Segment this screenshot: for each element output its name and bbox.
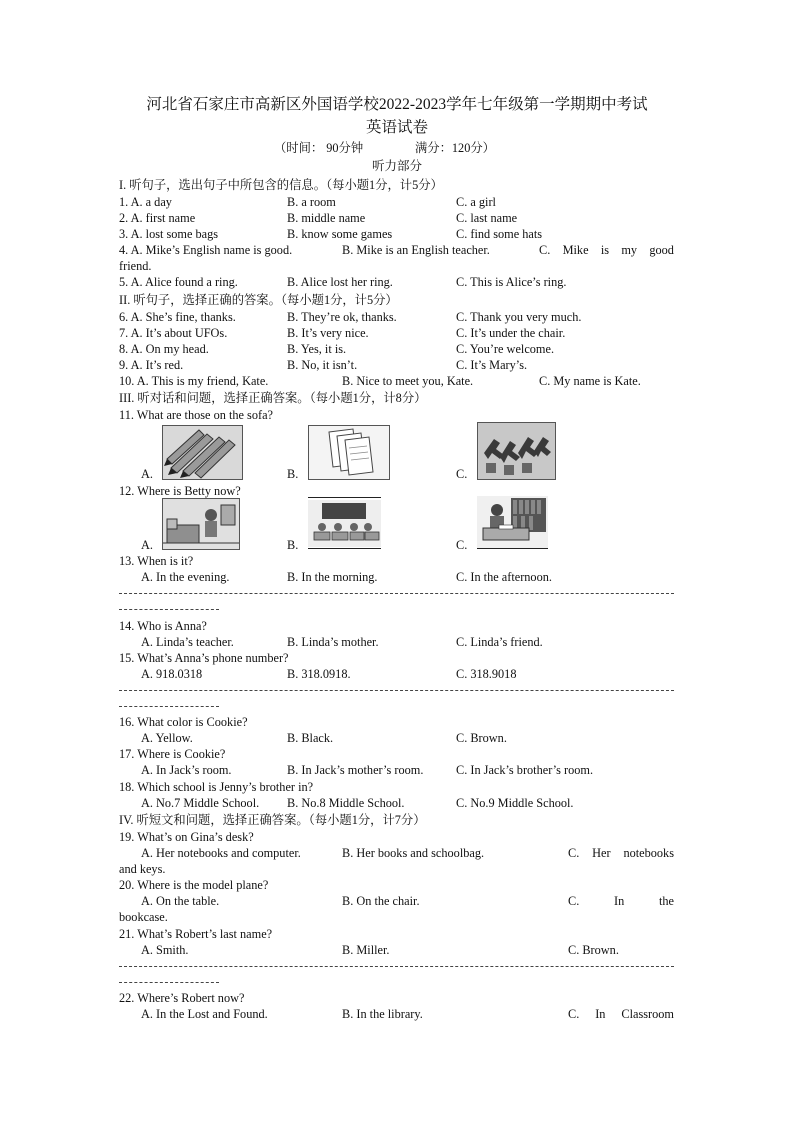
classroom-image bbox=[308, 500, 381, 547]
q22-option-b: B. In the library. bbox=[342, 1007, 423, 1021]
q11-option-a[interactable]: A. bbox=[141, 467, 153, 481]
q20-c-word: the bbox=[658, 894, 674, 908]
q8-option-b: B. Yes, it is. bbox=[287, 342, 347, 356]
q12-option-a[interactable]: A. bbox=[141, 538, 153, 552]
q22-c-word: Classroom bbox=[621, 1007, 674, 1021]
q6-option-a: 6. A. She’s fine, thanks. bbox=[119, 310, 236, 324]
separator-line bbox=[119, 609, 219, 610]
q19-option-b: B. Her books and schoolbag. bbox=[342, 846, 485, 860]
picture-frame-line bbox=[308, 497, 381, 498]
separator-line bbox=[119, 706, 219, 707]
q17-option-c: C. In Jack’s brother’s room. bbox=[456, 763, 594, 777]
q14-option-a: A. Linda’s teacher. bbox=[141, 635, 234, 649]
q19-c-word: C. bbox=[568, 846, 580, 860]
q19-option-c-cont: and keys. bbox=[119, 862, 166, 876]
q4-option-c bbox=[539, 242, 674, 258]
q9-option-b: B. No, it isn’t. bbox=[287, 358, 358, 372]
q16-option-b: B. Black. bbox=[287, 731, 334, 745]
q22-option-a: A. In the Lost and Found. bbox=[141, 1007, 268, 1021]
q13-option-a: A. In the evening. bbox=[141, 570, 230, 584]
q4-option-a: 4. A. Mike’s English name is good. bbox=[119, 243, 293, 257]
q21-option-a: A. Smith. bbox=[141, 943, 189, 957]
q1-option-b: B. a room bbox=[287, 195, 336, 209]
q20-c-word: C. bbox=[568, 894, 580, 908]
exam-score: 满分：120分） bbox=[415, 141, 495, 155]
q1-option-a: 1. A. a day bbox=[119, 195, 172, 209]
part-heading: 听力部分 bbox=[371, 159, 422, 173]
q19-question: 19. What’s on Gina’s desk? bbox=[119, 830, 254, 844]
q12-question: 12. Where is Betty now? bbox=[119, 484, 241, 498]
q7-option-c: C. It’s under the chair. bbox=[456, 326, 566, 340]
keys-image bbox=[477, 422, 556, 480]
q21-question: 21. What’s Robert’s last name? bbox=[119, 927, 273, 941]
q18-question: 18. Which school is Jenny’s brother in? bbox=[119, 780, 314, 794]
exam-subtitle: 英语试卷 bbox=[365, 119, 428, 136]
section-3-heading: III. 听对话和问题，选择正确答案。（每小题1分，计8分） bbox=[119, 391, 427, 405]
q2-option-b: B. middle name bbox=[287, 211, 366, 225]
q4-option-b: B. Mike is an English teacher. bbox=[342, 243, 490, 257]
q4-c-word: is bbox=[600, 243, 610, 257]
exam-time: （时间： 90分钟 bbox=[274, 141, 364, 155]
q13-question: 13. When is it? bbox=[119, 554, 194, 568]
separator-line bbox=[119, 593, 674, 594]
q19-c-word: notebooks bbox=[623, 846, 674, 860]
q20-option-a: A. On the table. bbox=[141, 894, 220, 908]
q15-question: 15. What’s Anna’s phone number? bbox=[119, 651, 289, 665]
q19-option-c bbox=[568, 845, 674, 861]
picture-frame-line bbox=[308, 548, 381, 549]
q6-option-c: C. Thank you very much. bbox=[456, 310, 582, 324]
q21-option-b: B. Miller. bbox=[342, 943, 390, 957]
q3-option-c: C. find some hats bbox=[456, 227, 543, 241]
q14-question: 14. Who is Anna? bbox=[119, 619, 207, 633]
q1-option-c: C. a girl bbox=[456, 195, 496, 209]
q9-option-a: 9. A. It’s red. bbox=[119, 358, 184, 372]
q22-c-word: In bbox=[595, 1007, 606, 1021]
bedroom-image bbox=[162, 498, 240, 550]
q4-option-c-cont: friend. bbox=[119, 259, 152, 273]
q12-option-b[interactable]: B. bbox=[287, 538, 299, 552]
q20-option-c bbox=[568, 893, 674, 909]
section-2-heading: II. 听句子，选择正确的答案。（每小题1分，计5分） bbox=[119, 293, 398, 307]
q21-option-c: C. Brown. bbox=[568, 943, 619, 957]
q5-option-b: B. Alice lost her ring. bbox=[287, 275, 393, 289]
library-image bbox=[477, 496, 548, 548]
q18-option-c: C. No.9 Middle School. bbox=[456, 796, 574, 810]
q3-option-b: B. know some games bbox=[287, 227, 393, 241]
q15-option-c: C. 318.9018 bbox=[456, 667, 517, 681]
q16-option-c: C. Brown. bbox=[456, 731, 507, 745]
q22-option-c bbox=[568, 1006, 674, 1022]
q15-option-a: A. 918.0318 bbox=[141, 667, 203, 681]
q17-question: 17. Where is Cookie? bbox=[119, 747, 226, 761]
q9-option-c: C. It’s Mary’s. bbox=[456, 358, 528, 372]
q8-option-c: C. You’re welcome. bbox=[456, 342, 555, 356]
q19-c-word: Her bbox=[592, 846, 611, 860]
q17-option-a: A. In Jack’s room. bbox=[141, 763, 232, 777]
q3-option-a: 3. A. lost some bags bbox=[119, 227, 219, 241]
exam-title: 河北省石家庄市高新区外国语学校2022-2023学年七年级第一学期期中考试 bbox=[146, 96, 648, 113]
q11-option-b[interactable]: B. bbox=[287, 467, 299, 481]
q6-option-b: B. They’re ok, thanks. bbox=[287, 310, 397, 324]
q22-question: 22. Where’s Robert now? bbox=[119, 991, 245, 1005]
section-1-heading: I. 听句子，选出句子中所包含的信息。（每小题1分，计5分） bbox=[119, 178, 443, 192]
q11-question: 11. What are those on the sofa? bbox=[119, 408, 273, 422]
q10-option-b: B. Nice to meet you, Kate. bbox=[342, 374, 474, 388]
separator-line bbox=[119, 690, 674, 691]
q12-option-c[interactable]: C. bbox=[456, 538, 468, 552]
q5-option-c: C. This is Alice’s ring. bbox=[456, 275, 567, 289]
q7-option-a: 7. A. It’s about UFOs. bbox=[119, 326, 228, 340]
q8-option-a: 8. A. On my head. bbox=[119, 342, 209, 356]
q20-option-b: B. On the chair. bbox=[342, 894, 420, 908]
q22-c-word: C. bbox=[568, 1007, 580, 1021]
q18-option-b: B. No.8 Middle School. bbox=[287, 796, 405, 810]
q17-option-b: B. In Jack’s mother’s room. bbox=[287, 763, 424, 777]
q2-option-a: 2. A. first name bbox=[119, 211, 196, 225]
separator-line bbox=[119, 966, 674, 967]
pencils-image bbox=[162, 425, 243, 480]
q16-question: 16. What color is Cookie? bbox=[119, 715, 248, 729]
q20-question: 20. Where is the model plane? bbox=[119, 878, 269, 892]
separator-line bbox=[119, 982, 219, 983]
q14-option-c: C. Linda’s friend. bbox=[456, 635, 543, 649]
q16-option-a: A. Yellow. bbox=[141, 731, 193, 745]
q10-option-c: C. My name is Kate. bbox=[539, 374, 641, 388]
picture-frame-line bbox=[477, 548, 548, 549]
q13-option-b: B. In the morning. bbox=[287, 570, 378, 584]
q4-c-word: Mike bbox=[562, 243, 589, 257]
q13-option-c: C. In the afternoon. bbox=[456, 570, 552, 584]
q4-c-word: good bbox=[649, 243, 674, 257]
q14-option-b: B. Linda’s mother. bbox=[287, 635, 379, 649]
q11-option-c[interactable]: C. bbox=[456, 467, 468, 481]
q18-option-a: A. No.7 Middle School. bbox=[141, 796, 260, 810]
q2-option-c: C. last name bbox=[456, 211, 518, 225]
notebooks-image bbox=[308, 425, 390, 480]
q15-option-b: B. 318.0918. bbox=[287, 667, 351, 681]
q20-c-word: In bbox=[614, 894, 625, 908]
q19-option-a: A. Her notebooks and computer. bbox=[141, 846, 301, 860]
q4-c-word: my bbox=[621, 243, 638, 257]
section-4-heading: IV. 听短文和问题，选择正确答案。（每小题1分，计7分） bbox=[119, 813, 426, 827]
q10-option-a: 10. A. This is my friend, Kate. bbox=[119, 374, 269, 388]
q4-c-word: C. bbox=[539, 243, 551, 257]
q20-option-c-cont: bookcase. bbox=[119, 910, 168, 924]
q5-option-a: 5. A. Alice found a ring. bbox=[119, 275, 238, 289]
q7-option-b: B. It’s very nice. bbox=[287, 326, 369, 340]
